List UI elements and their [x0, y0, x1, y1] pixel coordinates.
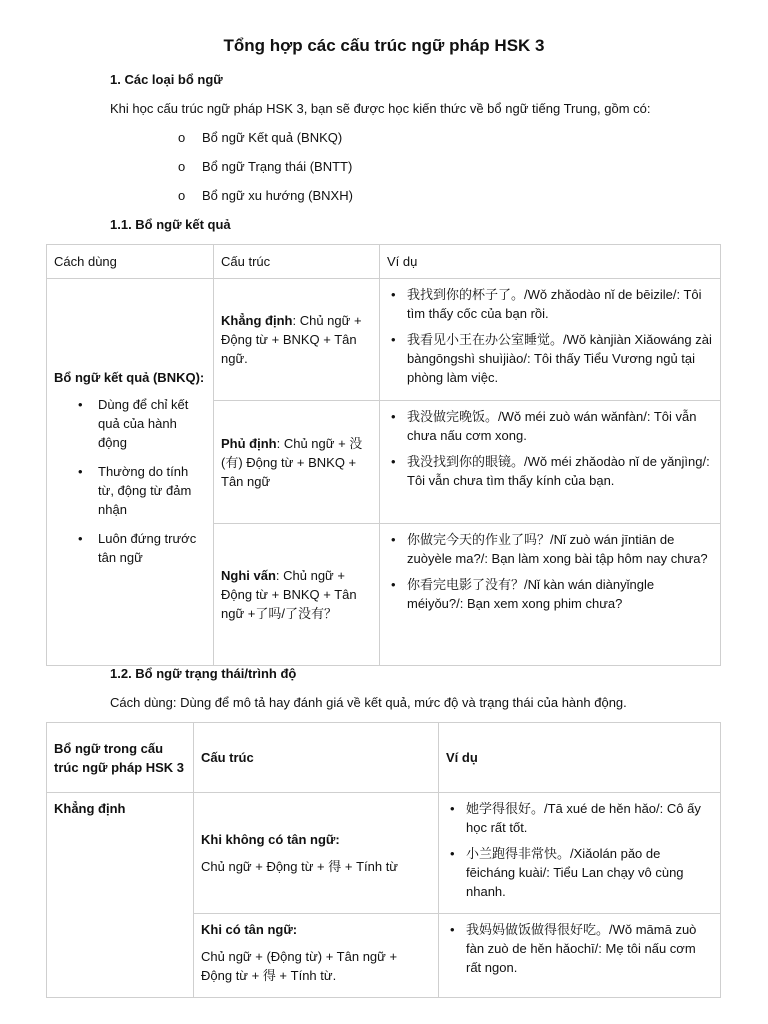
table-header: Bổ ngữ trong cấu trúc ngữ pháp HSK 3 [47, 723, 194, 793]
list-item: • Dùng để chỉ kết quả của hành động [54, 395, 206, 452]
table-header: Cấu trúc [194, 723, 439, 793]
example-cell [380, 524, 721, 666]
section-1-2-intro: Cách dùng: Dùng để mô tả hay đánh giá về kết quả, mức độ và trạng thái của hành động. [110, 695, 627, 710]
example-item: • 我妈妈做饭做得很好吃。/Wǒ māmā zuò fàn zuò de hěn hǎochī/: Mẹ tôi nấu cơm rất ngon. [446, 920, 713, 977]
example-item: • 我看见小王在办公室睡觉。/Wǒ kànjiàn Xiǎowáng zài bàngōngshì shuìjiào/: Tôi thấy Tiểu Vương ngủ tại phòng làm việc. [387, 330, 713, 387]
example-item: • 小兰跑得非常快。/Xiǎolán pǎo de fēicháng kuài/: Tiểu Lan chạy vô cùng nhanh. [446, 844, 713, 901]
table-header: Cấu trúc [214, 245, 380, 279]
list-item: o Bổ ngữ xu hướng (BNXH) [178, 188, 353, 203]
example-cell [380, 401, 721, 524]
table-header: Ví dụ [439, 723, 721, 793]
example-item: • 你看完电影了没有？/Nǐ kàn wán diànyǐngle méiyǒu?/: Bạn xem xong phim chưa? [387, 575, 713, 613]
structure-cell: Khẳng định: Chủ ngữ + Động từ + BNKQ + Tân ngữ. [214, 279, 380, 401]
structure-cell: Phủ định: Chủ ngữ + 没 (有) Động từ + BNKQ + Tân ngữ [214, 401, 380, 524]
example-item: • 你做完今天的作业了吗？/Nǐ zuò wán jīntiān de zuòyèle ma?/: Bạn làm xong bài tập hôm nay chưa? [387, 530, 713, 568]
usage-cell [47, 279, 214, 666]
example-cell [380, 279, 721, 401]
list-item: o Bổ ngữ Kết quả (BNKQ) [178, 130, 343, 145]
page-title: Tổng hợp các cấu trúc ngữ pháp HSK 3 [223, 36, 545, 55]
section-1-2-heading: 1.2. Bổ ngữ trạng thái/trình độ [110, 666, 297, 681]
usage-list [54, 395, 206, 567]
complement-state-table [46, 722, 721, 998]
example-item: • 她学得很好。/Tā xué de hěn hǎo/: Cô ấy học rất tốt. [446, 799, 713, 837]
example-cell [439, 914, 721, 998]
table-header: Cách dùng [47, 245, 214, 279]
row-label: Khẳng định [47, 793, 194, 998]
example-item: • 我没找到你的眼镜。/Wǒ méi zhǎodào nǐ de yǎnjìng/: Tôi vẫn chưa tìm thấy kính của bạn. [387, 452, 713, 490]
example-cell [439, 793, 721, 914]
section-1-1-heading: 1.1. Bổ ngữ kết quả [110, 217, 231, 232]
list-item: • Thường do tính từ, động từ đảm nhận [54, 462, 206, 519]
usage-title: Bổ ngữ kết quả (BNKQ): [54, 369, 205, 385]
structure-cell: Nghi vấn: Chủ ngữ + Động từ + BNKQ + Tân ngữ +了吗/了没有？ [214, 524, 380, 666]
example-item: • 我找到你的杯子了。/Wǒ zhǎodào nǐ de bēizile/: Tôi tìm thấy cốc của bạn rồi. [387, 285, 713, 323]
section-1-intro: Khi học cấu trúc ngữ pháp HSK 3, bạn sẽ được học kiến thức về bổ ngữ tiếng Trung, gồm có: [110, 101, 651, 116]
structure-cell: Khi có tân ngữ: Chủ ngữ + (Động từ) + Tân ngữ + Động từ + 得 + Tính từ. [194, 914, 439, 998]
example-item: • 我没做完晚饭。/Wǒ méi zuò wán wǎnfàn/: Tôi vẫn chưa nấu cơm xong. [387, 407, 713, 445]
list-item: • Luôn đứng trước tân ngữ [54, 529, 206, 567]
list-item: o Bổ ngữ Trạng thái (BNTT) [178, 159, 353, 174]
table-header: Ví dụ [380, 245, 721, 279]
section-1-heading: 1. Các loại bổ ngữ [110, 72, 223, 87]
complement-result-table [46, 244, 721, 666]
structure-cell: Khi không có tân ngữ: Chủ ngữ + Động từ + 得 + Tính từ [194, 793, 439, 914]
